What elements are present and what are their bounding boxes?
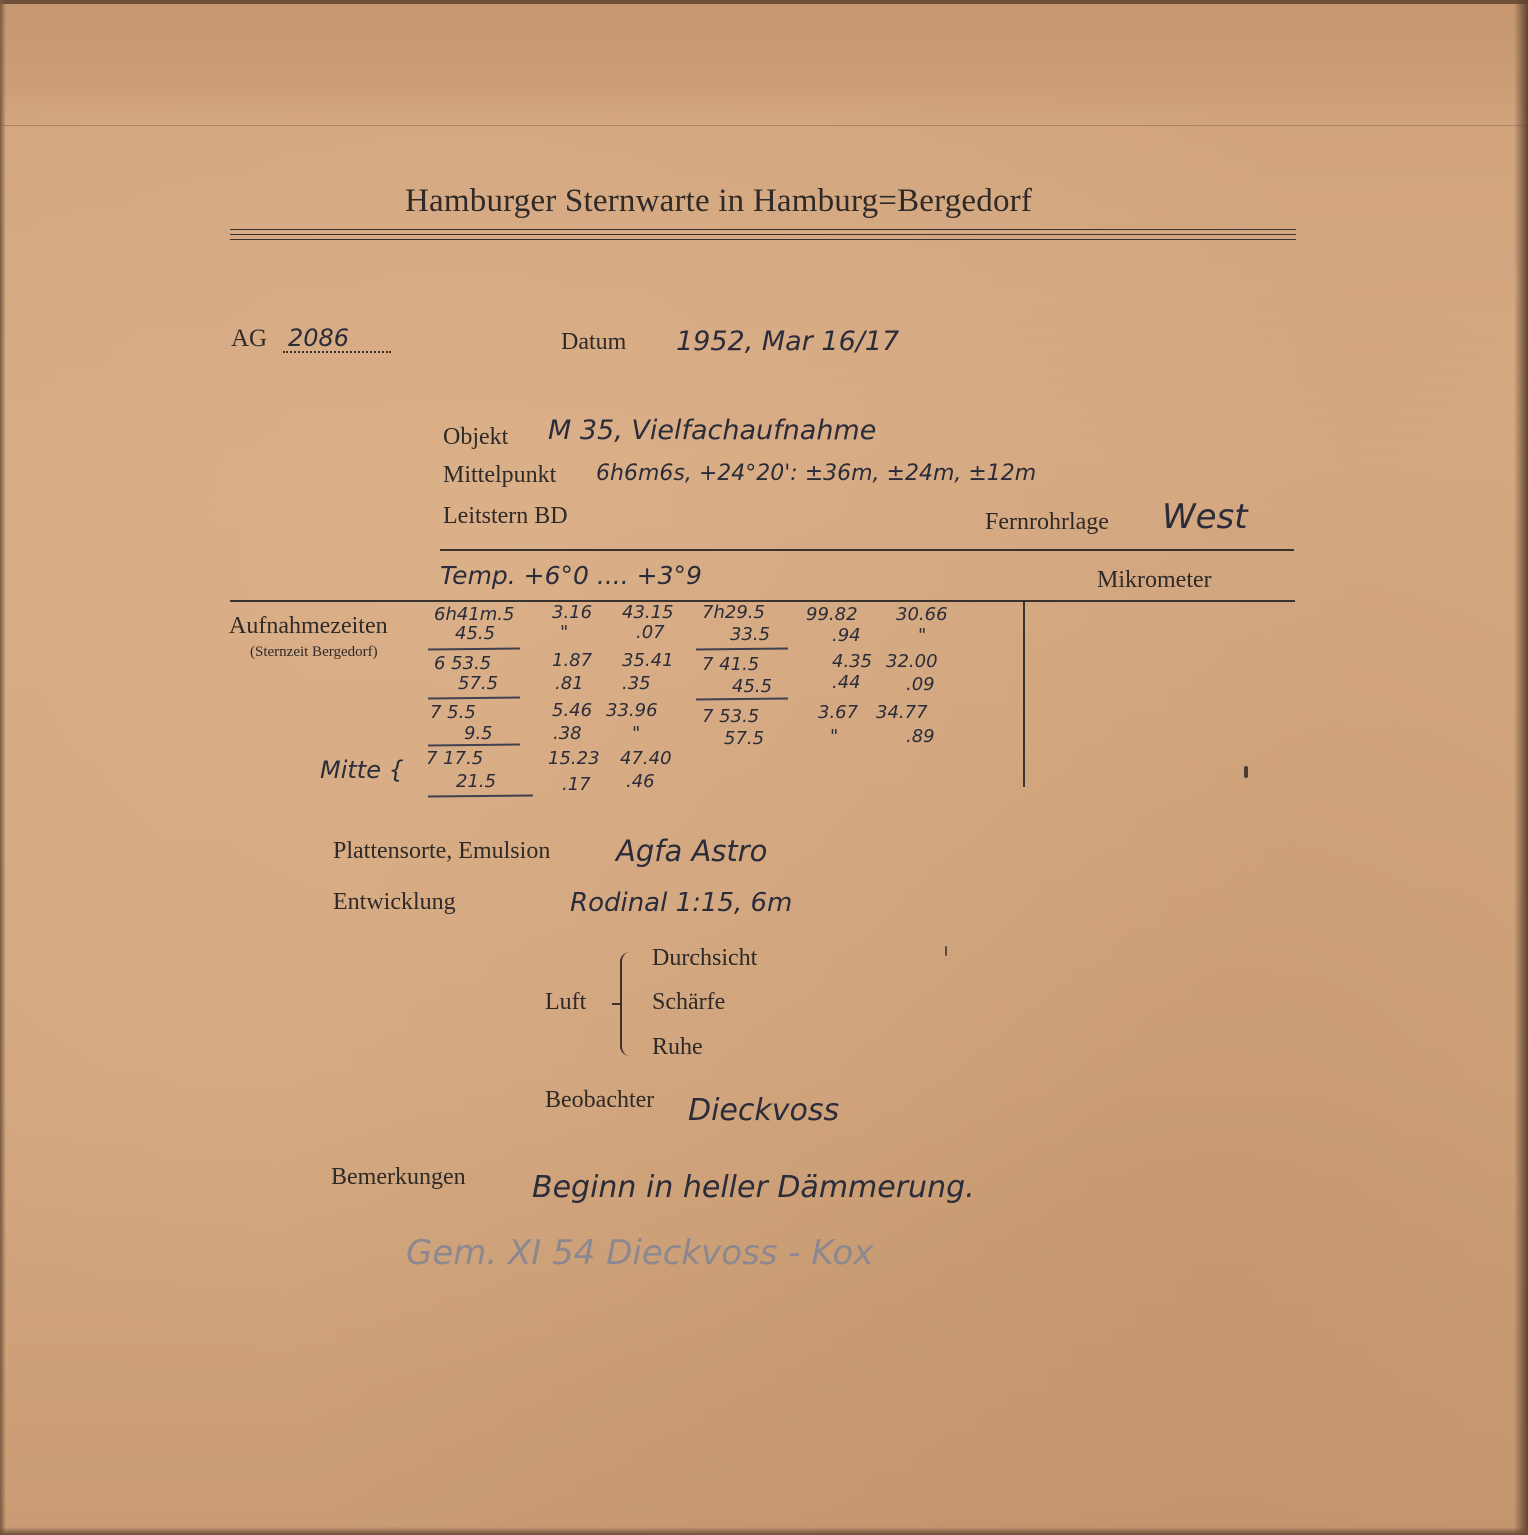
left-a-8: .17 xyxy=(562,774,591,795)
right-a-5: 3.67 xyxy=(818,702,859,723)
bemerkungen-value: Beginn in heller Dämmerung. xyxy=(532,1170,975,1205)
left-time-1: 6h41m.5 xyxy=(434,604,515,625)
sternzeit-sublabel: (Sternzeit Bergedorf) xyxy=(250,644,378,660)
objekt-label: Objekt xyxy=(443,424,509,450)
left-b-8: .46 xyxy=(626,771,655,792)
luft-brace xyxy=(620,952,634,1056)
right-a-3: 4.35 xyxy=(832,651,873,672)
fernrohrlage-value: West xyxy=(1162,497,1248,537)
mittelpunkt-value: 6h6m6s, +24°20': ±36m, ±24m, ±12m xyxy=(596,461,1037,486)
left-time-2: 45.5 xyxy=(455,623,496,644)
plattensorte-label: Plattensorte, Emulsion xyxy=(333,838,551,864)
ag-label: AG xyxy=(231,325,268,352)
right-b-6: .89 xyxy=(906,726,935,747)
right-pen-rule-1 xyxy=(696,648,788,651)
right-time-6: 57.5 xyxy=(724,728,765,749)
right-time-5: 7 53.5 xyxy=(702,706,760,727)
right-a-2: .94 xyxy=(832,625,861,646)
left-a-3: 1.87 xyxy=(552,650,593,671)
left-a-1: 3.16 xyxy=(552,602,593,623)
title-rule-1 xyxy=(230,229,1296,230)
right-time-4: 45.5 xyxy=(732,676,773,697)
mitte-label: Mitte { xyxy=(320,756,404,784)
right-b-2: " xyxy=(918,625,927,646)
schaerfe-label: Schärfe xyxy=(652,989,726,1015)
left-time-8: 21.5 xyxy=(456,771,497,792)
mittelpunkt-label: Mittelpunkt xyxy=(443,462,557,488)
right-b-1: 30.66 xyxy=(896,604,948,625)
envelope-edge-right xyxy=(1514,0,1528,1535)
luft-label: Luft xyxy=(545,989,587,1015)
luft-brace-tip xyxy=(612,1003,620,1005)
right-b-3: 32.00 xyxy=(886,651,938,672)
durchsicht-label: Durchsicht xyxy=(652,945,758,971)
left-pen-rule-2 xyxy=(428,697,520,700)
left-a-6: .38 xyxy=(553,723,582,744)
left-time-5: 7 5.5 xyxy=(430,702,476,723)
left-b-5: 33.96 xyxy=(606,700,658,721)
right-b-5: 34.77 xyxy=(876,702,928,723)
beobachter-label: Beobachter xyxy=(545,1087,655,1113)
left-time-3: 6 53.5 xyxy=(434,653,492,674)
pencil-note: Gem. XI 54 Dieckvoss - Kox xyxy=(406,1233,874,1273)
temperature-value: Temp. +6°0 .... +3°9 xyxy=(440,561,702,590)
ag-dotted-line xyxy=(283,351,391,353)
fernrohrlage-label: Fernrohrlage xyxy=(985,509,1109,535)
left-b-1: 43.15 xyxy=(622,602,674,623)
objekt-value: M 35, Vielfachaufnahme xyxy=(548,415,877,446)
left-pen-rule-3 xyxy=(428,744,520,747)
left-b-7: 47.40 xyxy=(620,748,672,769)
beobachter-value: Dieckvoss xyxy=(688,1093,840,1128)
bemerkungen-label: Bemerkungen xyxy=(331,1164,466,1190)
datum-value: 1952, Mar 16/17 xyxy=(676,326,900,357)
envelope-edge-bottom xyxy=(0,1527,1528,1535)
left-pen-rule-4 xyxy=(428,794,533,797)
right-time-3: 7 41.5 xyxy=(702,654,760,675)
ag-number: 2086 xyxy=(288,324,350,352)
leitstern-label: Leitstern BD xyxy=(443,503,568,529)
left-a-2: " xyxy=(560,622,569,643)
right-b-4: .09 xyxy=(906,674,935,695)
left-time-7: 7 17.5 xyxy=(426,748,484,769)
right-a-4: .44 xyxy=(832,672,861,693)
left-pen-rule-1 xyxy=(428,648,520,651)
envelope-edge-top xyxy=(0,0,1528,4)
left-a-5: 5.46 xyxy=(552,700,593,721)
left-b-4: .35 xyxy=(622,673,651,694)
right-time-1: 7h29.5 xyxy=(702,602,765,623)
right-pen-rule-2 xyxy=(696,698,788,701)
left-b-6: " xyxy=(632,723,641,744)
left-a-4: .81 xyxy=(555,673,584,694)
right-time-2: 33.5 xyxy=(730,624,771,645)
left-time-4: 57.5 xyxy=(458,673,499,694)
left-b-2: .07 xyxy=(636,622,665,643)
datum-label: Datum xyxy=(561,329,627,355)
left-a-7: 15.23 xyxy=(548,748,600,769)
entwicklung-label: Entwicklung xyxy=(333,889,456,915)
aufnahmezeiten-label: Aufnahmezeiten xyxy=(229,613,388,639)
mikrometer-label: Mikrometer xyxy=(1097,567,1212,593)
plattensorte-value: Agfa Astro xyxy=(616,834,768,868)
title-rule-3 xyxy=(230,239,1296,240)
table-divider xyxy=(1023,601,1025,787)
left-b-3: 35.41 xyxy=(622,650,674,671)
right-a-1: 99.82 xyxy=(806,604,858,625)
ink-speck xyxy=(1244,766,1248,778)
entwicklung-value: Rodinal 1:15, 6m xyxy=(570,888,793,918)
right-a-6: " xyxy=(830,726,839,747)
ruhe-label: Ruhe xyxy=(652,1034,703,1060)
title-rule-2 xyxy=(230,234,1296,235)
header-rule xyxy=(440,549,1294,551)
envelope-edge-left xyxy=(0,0,6,1535)
observatory-title: Hamburger Sternwarte in Hamburg=Bergedorf xyxy=(405,183,1033,219)
ink-speck xyxy=(945,946,947,956)
envelope-flap xyxy=(0,0,1528,126)
left-time-6: 9.5 xyxy=(464,723,493,744)
